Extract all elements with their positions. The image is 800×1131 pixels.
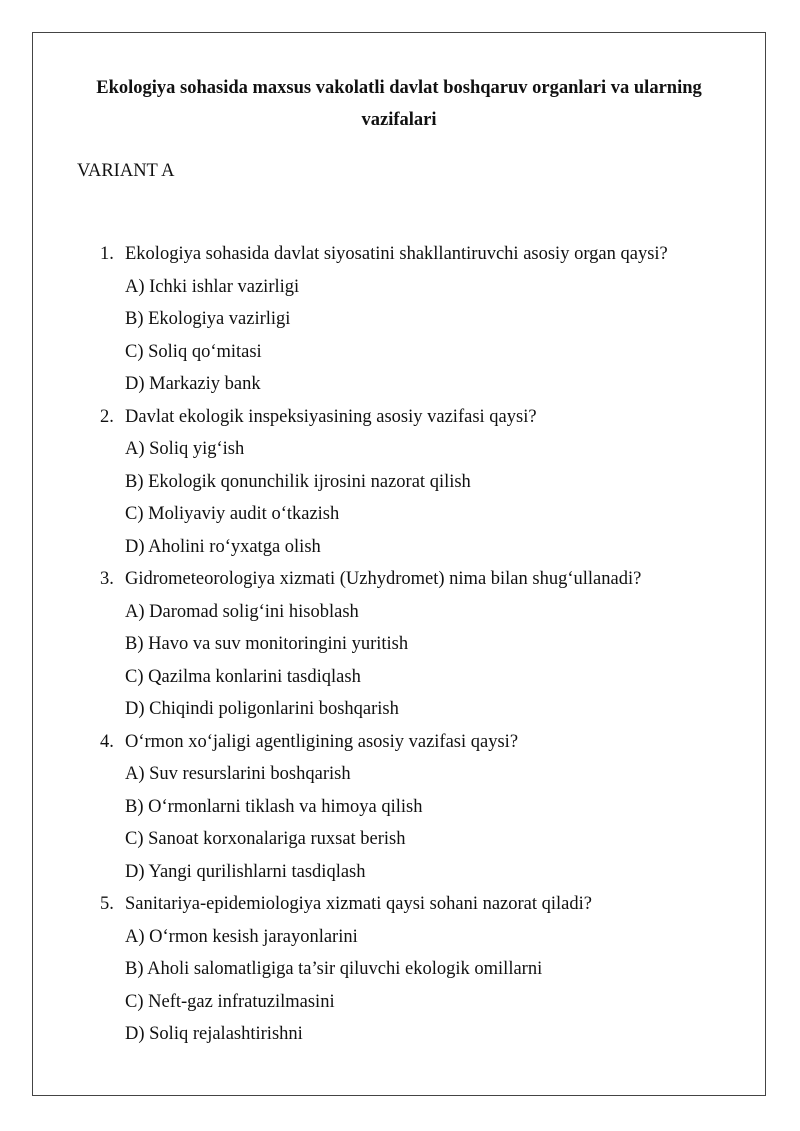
answer-option-text: A) Suv resurslarini boshqarish <box>125 764 351 784</box>
answer-option-text: B) Ekologiya vazirligi <box>125 309 291 329</box>
question-text: Gidrometeorologiya xizmati (Uzhydromet) nima bilan shug‘ullanadi? <box>125 569 642 589</box>
question-item <box>0 729 800 892</box>
question-text: Ekologiya sohasida davlat siyosatini shakllantiruvchi asosiy organ qaysi? <box>125 244 668 264</box>
answer-option <box>0 761 800 794</box>
answer-option <box>0 859 800 892</box>
question-line <box>0 404 800 437</box>
question-line <box>0 566 800 599</box>
answer-option-text: C) Sanoat korxonalariga ruxsat berish <box>125 829 406 849</box>
answer-option-text: D) Markaziy bank <box>125 374 261 394</box>
answer-option <box>0 371 800 404</box>
question-number: 5. <box>100 894 114 914</box>
answer-option <box>0 436 800 469</box>
question-item <box>0 891 800 1054</box>
question-item <box>0 241 800 404</box>
answer-option-text: B) Havo va suv monitoringini yuritish <box>125 634 409 654</box>
question-number: 3. <box>100 569 114 589</box>
answer-option-text: C) Moliyaviy audit o‘tkazish <box>125 504 340 524</box>
answer-option <box>0 696 800 729</box>
answer-option-text: A) Ichki ishlar vazirligi <box>125 276 300 297</box>
answer-option <box>0 956 800 989</box>
question-line <box>0 891 800 924</box>
answer-option <box>0 989 800 1022</box>
answer-option-text: D) Chiqindi poligonlarini boshqarish <box>125 699 399 719</box>
answer-option-text: B) Ekologik qonunchilik ijrosini nazorat qilish <box>125 471 471 492</box>
answer-option <box>0 501 800 534</box>
answer-option-text: B) Aholi salomatligiga ta’sir qiluvchi ekologik omillarni <box>125 959 543 979</box>
answer-option <box>0 339 800 372</box>
title-line-1: Ekologiya sohasida maxsus vakolatli davlat boshqaruv organlari va ularning <box>96 78 702 98</box>
document-title <box>32 72 766 136</box>
answer-option <box>0 306 800 339</box>
answer-option-text: C) Qazilma konlarini tasdiqlash <box>125 666 361 687</box>
answer-option <box>0 664 800 697</box>
question-item <box>0 404 800 567</box>
question-list <box>0 241 800 1054</box>
answer-option-text: D) Yangi qurilishlarni tasdiqlash <box>125 861 366 882</box>
question-item <box>0 566 800 729</box>
question-number: 1. <box>100 244 114 264</box>
answer-option <box>0 1021 800 1054</box>
question-number: 4. <box>100 731 114 752</box>
answer-option <box>0 274 800 307</box>
answer-option-text: A) Daromad solig‘ini hisoblash <box>125 601 359 622</box>
answer-option-text: B) O‘rmonlarni tiklash va himoya qilish <box>125 796 423 817</box>
title-line-2: vazifalari <box>361 110 437 130</box>
answer-option <box>0 534 800 567</box>
question-line <box>0 729 800 762</box>
question-text: Sanitariya-epidemiologiya xizmati qaysi sohani nazorat qiladi? <box>125 894 592 914</box>
answer-option <box>0 631 800 664</box>
question-number: 2. <box>100 406 114 427</box>
variant-label: VARIANT A <box>77 161 175 181</box>
answer-option <box>0 794 800 827</box>
answer-option-text: C) Neft-gaz infratuzilmasini <box>125 991 335 1012</box>
answer-option <box>0 469 800 502</box>
answer-option-text: A) Soliq yig‘ish <box>125 439 245 459</box>
answer-option <box>0 599 800 632</box>
answer-option-text: D) Soliq rejalashtirishni <box>125 1024 303 1044</box>
answer-option-text: C) Soliq qo‘mitasi <box>125 341 262 362</box>
answer-option <box>0 826 800 859</box>
answer-option <box>0 924 800 957</box>
answer-option-text: D) Aholini ro‘yxatga olish <box>125 536 321 557</box>
question-text: Davlat ekologik inspeksiyasining asosiy vazifasi qaysi? <box>125 406 537 427</box>
answer-option-text: A) O‘rmon kesish jarayonlarini <box>125 926 358 947</box>
question-line <box>0 241 800 274</box>
question-text: O‘rmon xo‘jaligi agentligining asosiy vazifasi qaysi? <box>125 731 519 752</box>
